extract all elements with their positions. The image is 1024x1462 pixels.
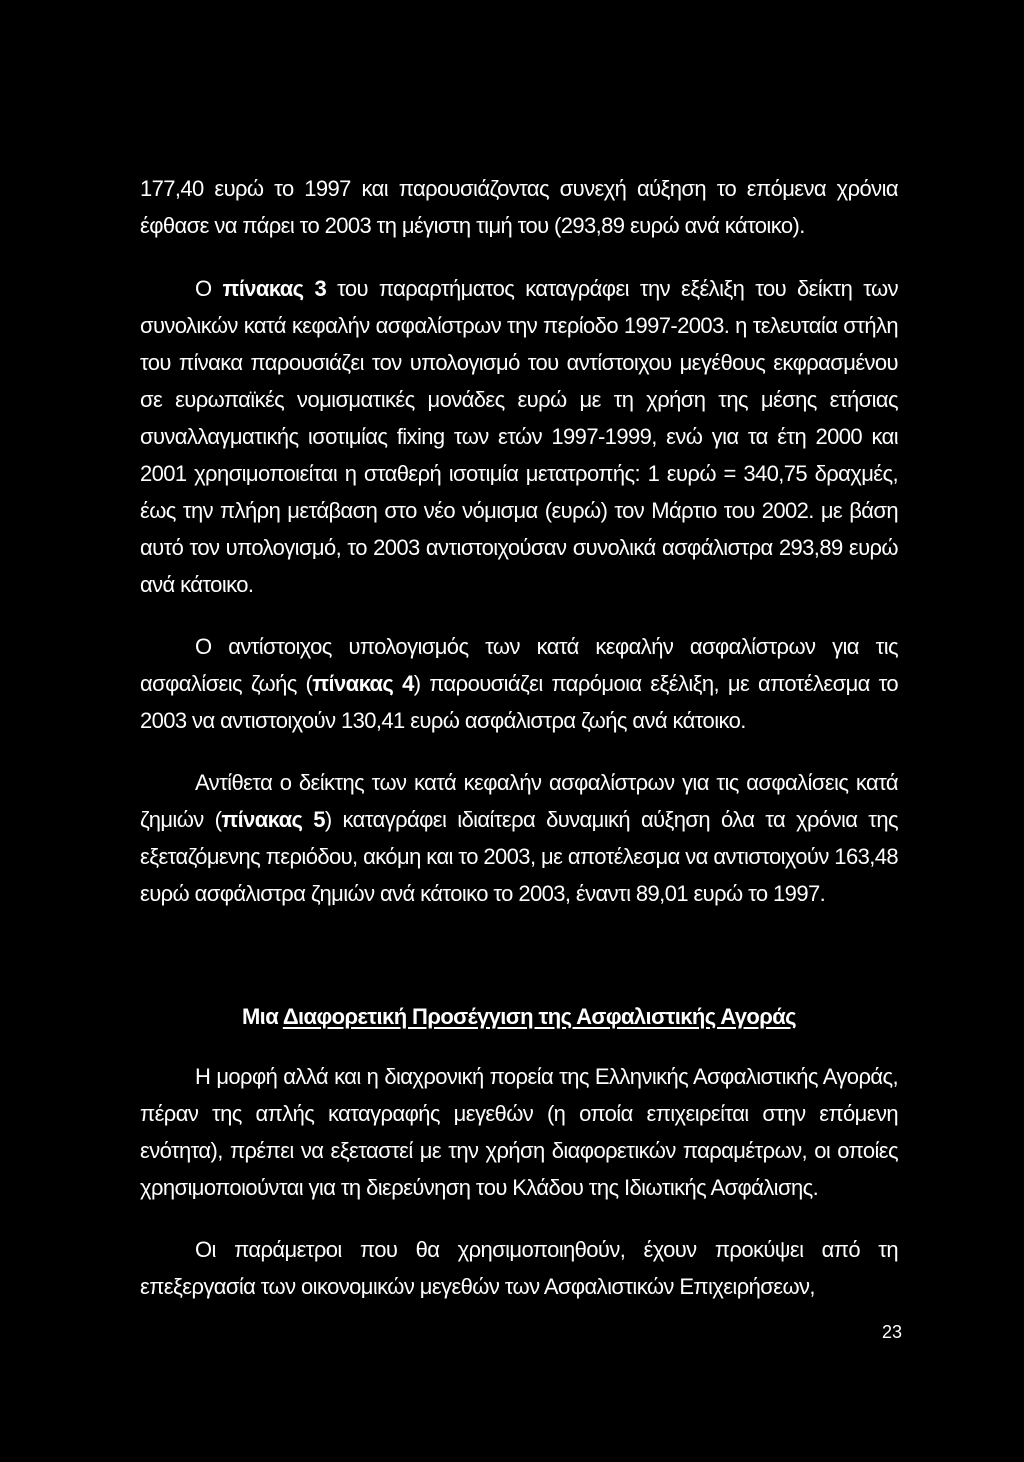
paragraph-4-start: Αντίθετα ο δείκτης των κατά κεφαλήν ασφαλίστρων για τις ασφαλίσεις κατά ζημιών ( [140,770,898,832]
paragraph-2-start: Ο [195,276,223,301]
paragraph-1: 177,40 ευρώ το 1997 και παρουσιάζοντας συνεχή αύξηση το επόμενα χρόνια έφθασε να πάρει το 2003 τη μέγιστη τιμή του (293,89 ευρώ ανά κάτοικο). [140,176,898,238]
paragraph-3-rest: ) παρουσιάζει παρόμοια εξέλιξη, με αποτέλεσμα το 2003 να αντιστοιχούν 130,41 ευρώ ασφάλιστρα ζωής ανά κάτοικο. [140,671,898,733]
table-reference-5: πίνακας 5 [221,807,325,832]
paragraph-3 [140,628,898,739]
paragraph-4 [140,764,898,912]
section-heading [140,998,898,1035]
paragraph-4-rest: ) καταγράφει ιδιαίτερα δυναμική αύξηση όλα τα χρόνια της εξεταζόμενης περιόδου, ακόμη και το 2003, με αποτέλεσμα να αντιστοιχούν 163,48 ευρώ ασφάλιστρα ζημιών ανά κάτοικο το 2003, έναντι 89,01 ευρώ το 1997. [140,807,899,906]
paragraph-5: Η μορφή αλλά και η διαχρονική πορεία της Ελληνικής Ασφαλιστικής Αγοράς, πέραν της απλής καταγραφής μεγεθών (η οποία επιχειρείται στην επόμενη ενότητα), πρέπει να εξεταστεί με την χρήση διαφορετικών παραμέτρων, οι οποίες χρησιμοποιούνται για τη διερεύνηση του Κλάδου της Ιδιωτικής Ασφάλισης. [140,1064,898,1200]
page-number: 23 [881,1322,902,1342]
table-reference-4: πίνακας 4 [312,671,414,696]
section-heading-prefix: Μια [241,1004,283,1029]
paragraph-2 [140,270,898,603]
section-heading-underlined: Διαφορετική Προσέγγιση της Ασφαλιστικής Αγοράς [282,1004,797,1029]
paragraph-6: Οι παράμετροι που θα χρησιμοποιηθούν, έχουν προκύψει από τη επεξεργασία των οικονομικών μεγεθών των Ασφαλιστικών Επιχειρήσεων, [140,1237,898,1299]
table-reference-3: πίνακας 3 [222,276,327,301]
page-body [140,170,898,1305]
paragraph-2-rest: του παραρτήματος καταγράφει την εξέλιξη του δείκτη των συνολικών κατά κεφαλήν ασφαλίστρων την περίοδο 1997-2003. η τελευταία στήλη του πίνακα παρουσιάζει τον υπολογισμό του αντίστοιχου μεγέθους εκφρασμένου σε ευρωπαϊκές νομισματικές μονάδες ευρώ με τη χρήση της μέσης ετήσιας συναλλαγματικής ισοτιμίας fixing των ετών 1997-1999, ενώ για τα έτη 2000 και 2001 χρησιμοποιείται η σταθερή ισοτιμία μετατροπής: 1 ευρώ = 340,75 δραχμές, έως την πλήρη μετάβαση στο νέο νόμισμα (ευρώ) τον Μάρτιο του 2002. με βάση αυτό τον υπολογισμό, το 2003 αντιστοιχούσαν συνολικά ασφάλιστρα 293,89 ευρώ ανά κάτοικο. [140,276,899,597]
paragraph-3-start: Ο αντίστοιχος υπολογισμός των κατά κεφαλήν ασφαλίστρων για τις ασφαλίσεις ζωής ( [140,634,898,696]
